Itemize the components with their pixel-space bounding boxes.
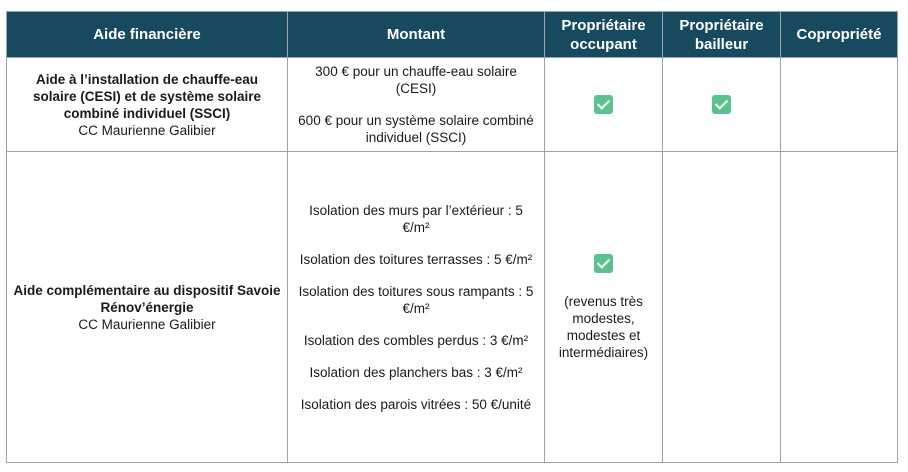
check-square-icon [712, 95, 731, 114]
table-row [7, 58, 898, 152]
aide-organisation: CC Maurienne Galibier [78, 316, 216, 332]
amount-item: Isolation des murs par l’extérieur : 5 €/m² [309, 202, 523, 235]
check-square-icon [594, 254, 613, 273]
amount-item: Isolation des combles perdus : 3 €/m² [303, 332, 529, 348]
proprietaire-occupant-cell [545, 152, 663, 463]
amount-item: 600 € pour un système solaire combiné individuel (SSCI) [298, 113, 534, 145]
amount-item: Isolation des toitures sous rampants : 5 €/m² [298, 283, 534, 316]
proprietaire-bailleur-cell [663, 58, 781, 152]
header-proprietaire-bailleur: Propriétaire bailleur [663, 12, 781, 58]
table-header-row [7, 12, 898, 58]
table-row [7, 152, 898, 463]
header-copropriete: Copropriété [781, 12, 898, 58]
proprietaire-bailleur-cell [663, 152, 781, 463]
eligibility-note: (revenus très modestes, modestes et intermédiaires) [558, 293, 649, 360]
amount-item: Isolation des toitures terrasses : 5 €/m² [299, 251, 533, 267]
aide-name: Aide à l’installation de chauffe-eau solaire (CESI) et de système solaire combiné individuel (SSCI) [32, 71, 262, 121]
proprietaire-occupant-cell [545, 58, 663, 152]
header-proprietaire-occupant: Propriétaire occupant [545, 12, 663, 58]
aide-cell [7, 58, 288, 152]
montant-cell [288, 152, 545, 463]
amount-item: Isolation des parois vitrées : 50 €/unité [300, 396, 532, 412]
aide-organisation: CC Maurienne Galibier [78, 122, 216, 138]
amount-item: 300 € pour un chauffe-eau solaire (CESI) [315, 64, 517, 96]
amount-item: Isolation des planchers bas : 3 €/m² [309, 364, 523, 380]
check-square-icon [594, 95, 613, 114]
copropriete-cell [781, 152, 898, 463]
header-aide-financiere: Aide financière [7, 12, 288, 58]
copropriete-cell [781, 58, 898, 152]
financial-aid-table [6, 11, 898, 463]
montant-cell [288, 58, 545, 152]
header-montant: Montant [288, 12, 545, 58]
aide-name: Aide complémentaire au dispositif Savoie Rénov’énergie [13, 282, 281, 315]
aide-cell [7, 152, 288, 463]
